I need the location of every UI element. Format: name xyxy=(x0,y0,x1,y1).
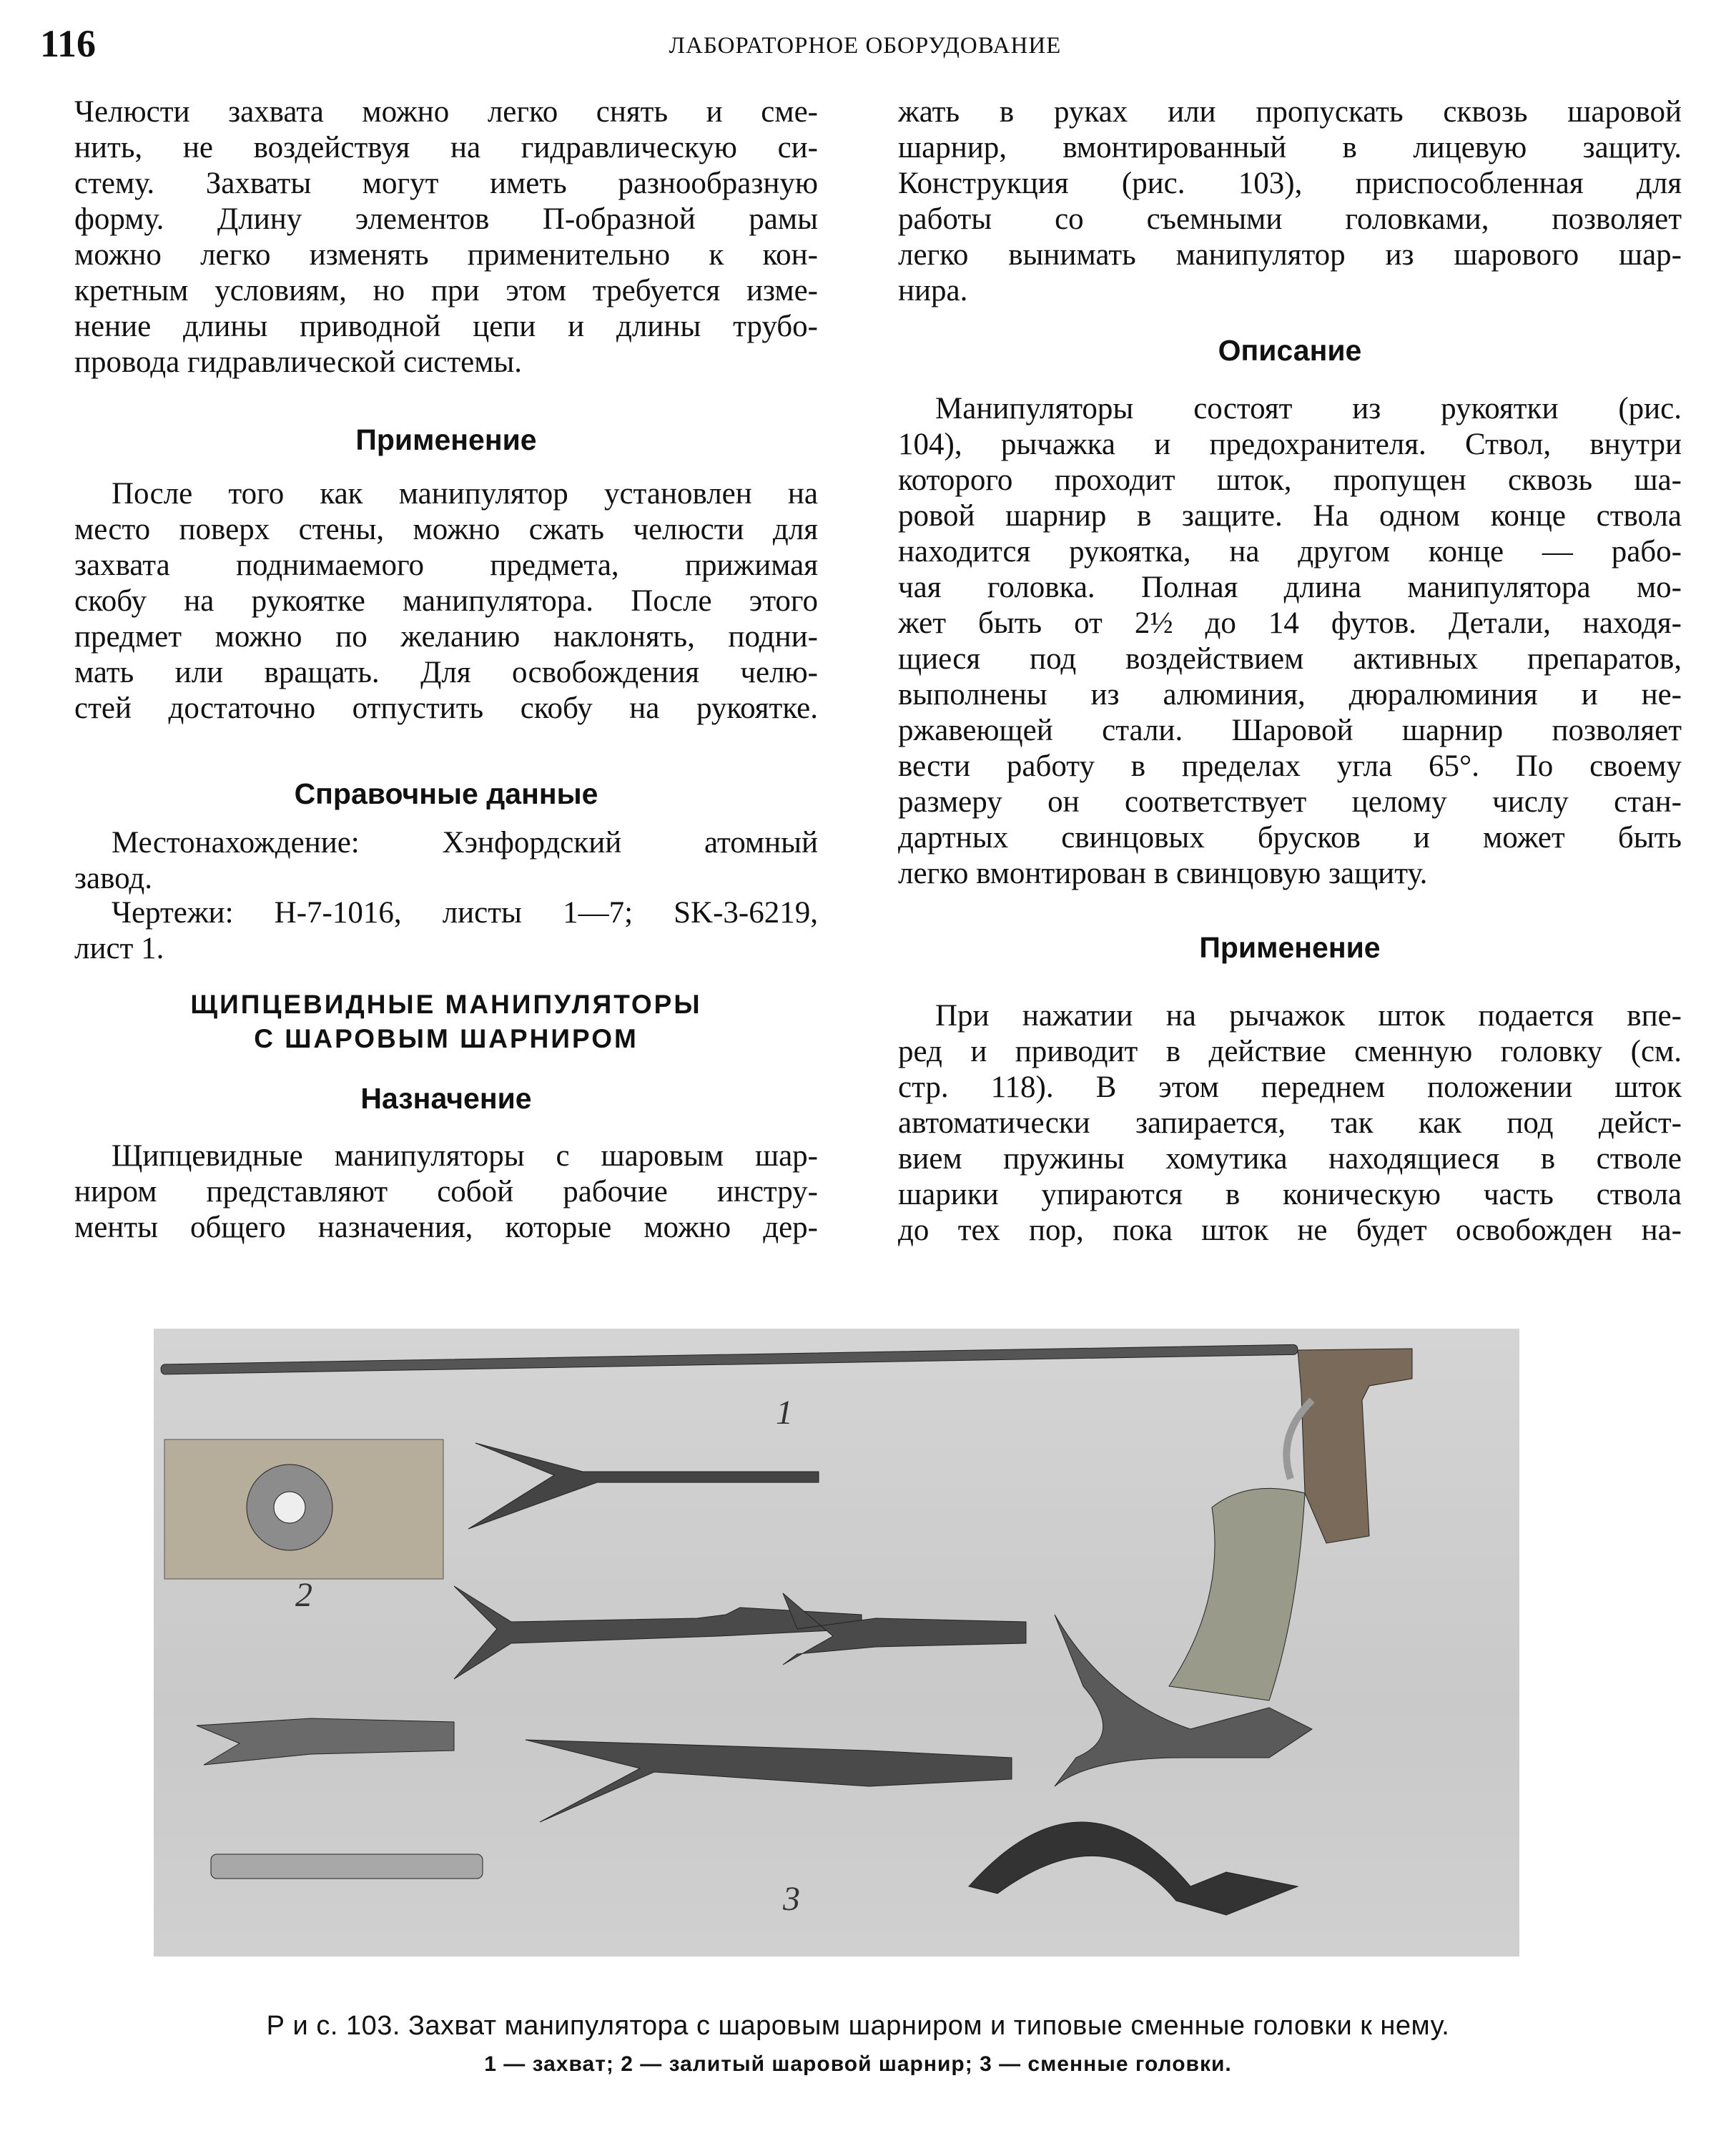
text-line: щиеся под воздействием активных препаратов, xyxy=(898,642,1682,676)
text-line: размеру он соответствует целому числу стан- xyxy=(898,785,1682,819)
text-line: менты общего назначения, которые можно дер- xyxy=(74,1211,818,1244)
text-line: работы со съемными головками, позволяет xyxy=(898,202,1682,236)
text-line: Щипцевидные манипуляторы с шаровым шар- xyxy=(112,1139,818,1173)
heading-description: Описание xyxy=(1218,334,1362,367)
running-title: ЛАБОРАТОРНОЕ ОБОРУДОВАНИЕ xyxy=(669,33,1062,59)
head-2 xyxy=(454,1586,862,1679)
paragraph-right-1 xyxy=(898,94,1682,309)
text-line: лист 1. xyxy=(74,932,164,965)
text-line: форму. Длину элементов П-образной рамы xyxy=(74,202,818,236)
reference-location xyxy=(74,825,818,897)
head-4 xyxy=(197,1718,454,1765)
paragraph-left-2 xyxy=(74,476,818,727)
text-line: стр. 118). В этом переднем положении шток xyxy=(898,1070,1682,1104)
text-line: легко вынимать манипулятор из шарового шар- xyxy=(898,238,1682,272)
text-line: кретным условиям, но при этом требуется изме- xyxy=(74,274,818,307)
text-line: вести работу в пределах угла 65°. По своему xyxy=(898,749,1682,783)
text-line: нить, не воздействуя на гидравлическую си- xyxy=(74,131,818,164)
heading-purpose: Назначение xyxy=(360,1082,532,1115)
reference-drawings xyxy=(74,895,818,967)
rod xyxy=(161,1344,1298,1374)
text-line: ровой шарнир в защите. На одном конце ствола xyxy=(898,499,1682,533)
figure-label-2: 2 xyxy=(295,1576,312,1614)
head-1 xyxy=(468,1443,819,1529)
text-line: стей достаточно отпустить скобу на рукоятке. xyxy=(74,691,818,725)
text-line: После того как манипулятор установлен на xyxy=(112,477,818,511)
paragraph-left-3 xyxy=(74,1138,818,1246)
heading-application-left: Применение xyxy=(355,423,537,456)
paragraph-right-3 xyxy=(898,998,1682,1249)
text-line: Челюсти захвата можно легко снять и сме- xyxy=(74,95,818,129)
paragraph-right-2 xyxy=(898,391,1682,892)
text-line: 104), рычажка и предохранителя. Ствол, внутри xyxy=(898,428,1682,461)
text-line: мать или вращать. Для освобождения челю- xyxy=(74,656,818,689)
text-line: вием пружины хомутика находящиеся в стволе xyxy=(898,1142,1682,1176)
fork-head-2 xyxy=(969,1822,1298,1915)
heading-application-right: Применение xyxy=(1199,931,1381,964)
figure-photo-manipulator xyxy=(154,1329,1519,1956)
text-line: нира. xyxy=(898,274,968,307)
text-line: Манипуляторы состоят из рукоятки (рис. xyxy=(935,392,1682,425)
text-line: завод. xyxy=(74,862,152,895)
text-line: дартных свинцовых брусков и может быть xyxy=(898,821,1682,855)
text-line: чая головка. Полная длина манипулятора мо- xyxy=(898,571,1682,604)
text-line: Чертежи: Н-7-1016, листы 1—7; SK-3-6219, xyxy=(112,896,818,930)
figure-label-1: 1 xyxy=(776,1394,793,1432)
text-line: ржавеющей стали. Шаровой шарнир позволяет xyxy=(898,714,1682,747)
head-6 xyxy=(211,1854,483,1879)
text-line: При нажатии на рычажок шток подается впе- xyxy=(935,999,1682,1033)
text-line: провода гидравлической системы. xyxy=(74,345,523,379)
text-line: легко вмонтирован в свинцовую защиту. xyxy=(898,857,1428,890)
text-line: Конструкция (рис. 103), приспособленная для xyxy=(898,167,1682,200)
figure-caption: Р и с. 103. Захват манипулятора с шаровым шарниром и типовые сменные головки к нему. xyxy=(266,2011,1450,2041)
text-line: стему. Захваты могут иметь разнообразную xyxy=(74,167,818,200)
text-line: выполнены из алюминия, дюралюминия и не- xyxy=(898,678,1682,712)
text-line: захвата поднимаемого предмета, прижимая xyxy=(74,548,818,582)
section-title-line-1: ЩИПЦЕВИДНЫЕ МАНИПУЛЯТОРЫ xyxy=(190,990,702,1019)
text-line: нение длины приводной цепи и длины трубо- xyxy=(74,310,818,343)
text-line: ниром представляют собой рабочие инстру- xyxy=(74,1175,818,1209)
text-line: автоматически запирается, так как под дейст- xyxy=(898,1106,1682,1140)
head-5 xyxy=(526,1740,1012,1822)
section-title-line-2: С ШАРОВЫМ ШАРНИРОМ xyxy=(254,1024,638,1053)
text-line: предмет можно по желанию наклонять, подни- xyxy=(74,620,818,654)
text-line: скобу на рукоятке манипулятора. После этого xyxy=(74,584,818,618)
heading-reference-data: Справочные данные xyxy=(294,777,598,810)
text-line: шарнир, вмонтированный в лицевую защиту. xyxy=(898,131,1682,164)
pistol-grip xyxy=(1298,1349,1412,1543)
text-line: место поверх стены, можно сжать челюсти для xyxy=(74,513,818,546)
text-line: жать в руках или пропускать сквозь шаровой xyxy=(898,95,1682,129)
text-line: ред и приводит в действие сменную головку (см. xyxy=(898,1035,1682,1068)
text-line: жет быть от 2½ до 14 футов. Детали, находя- xyxy=(898,606,1682,640)
text-line: Местонахождение: Хэнфордский атомный xyxy=(112,826,818,860)
paragraph-left-1 xyxy=(74,94,818,380)
page-number: 116 xyxy=(40,22,97,65)
text-line: можно легко изменять применительно к кон- xyxy=(74,238,818,272)
figure-legend: 1 — захват; 2 — залитый шаровой шарнир; 3 — сменные головки. xyxy=(484,2052,1232,2076)
section-title xyxy=(74,988,818,1056)
text-line: до тех пор, пока шток не будет освобожден на- xyxy=(898,1214,1682,1247)
text-line: которого проходит шток, пропущен сквозь ша- xyxy=(898,463,1682,497)
text-line: находится рукоятка, на другом конце — рабо- xyxy=(898,535,1682,568)
manipulator-photo-illustration xyxy=(154,1329,1519,1956)
text-line: шарики упираются в коническую часть ствола xyxy=(898,1178,1682,1211)
large-jaw xyxy=(1169,1488,1305,1700)
figure-label-3: 3 xyxy=(783,1880,800,1918)
